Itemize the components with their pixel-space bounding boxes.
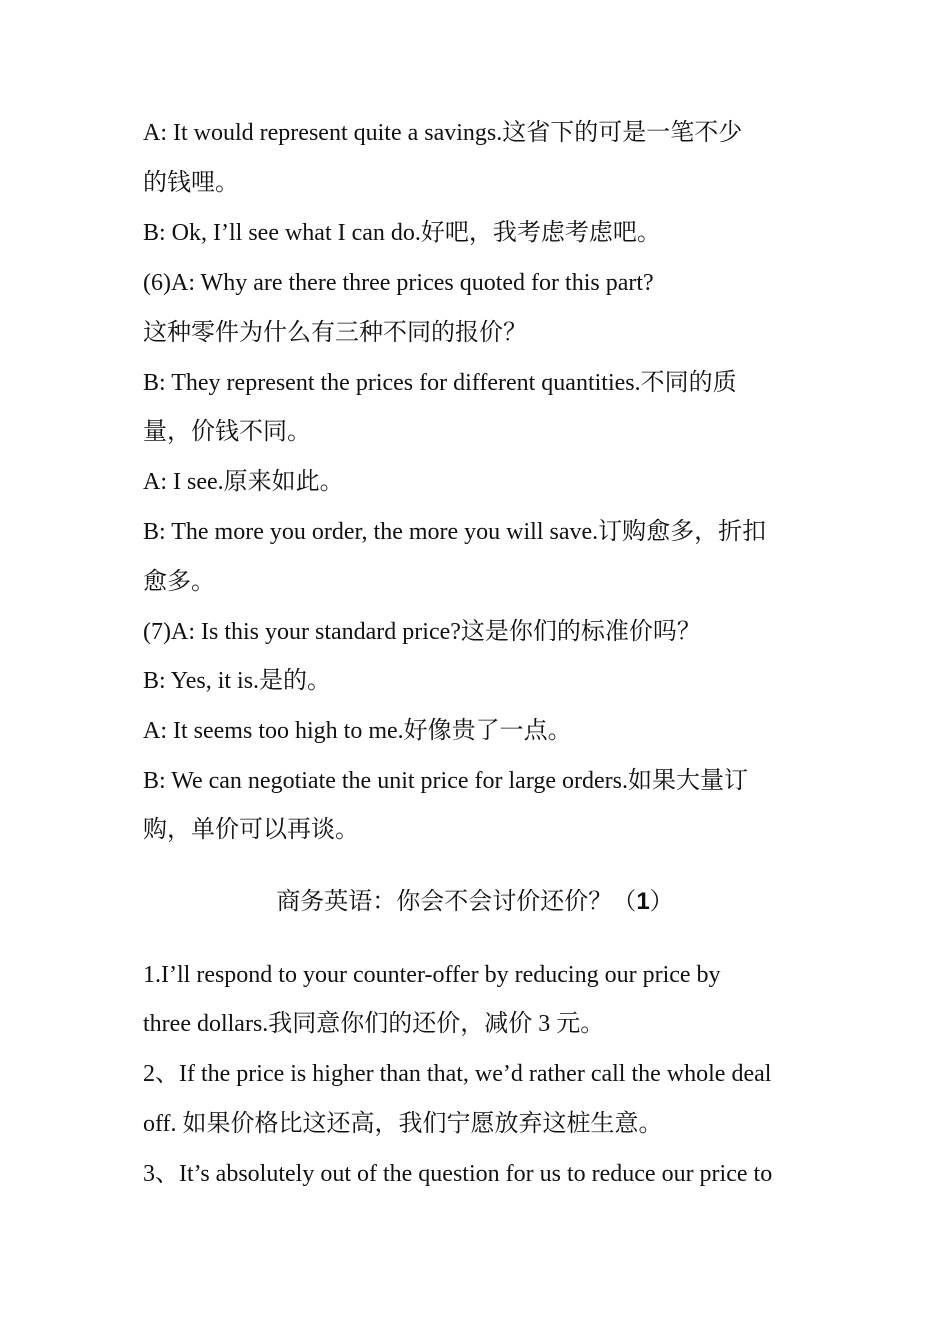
text-line: 愈多。 (143, 569, 215, 595)
section-heading-number: 1 (636, 888, 650, 915)
text-line: 3、It’s absolutely out of the question for us to reduce our price to (143, 1161, 773, 1187)
section-heading (0, 884, 950, 920)
text-line: B: Ok, I’ll see what I can do.好吧，我考虑考虑吧。 (143, 220, 661, 246)
text-line: off. 如果价格比这还高，我们宁愿放弃这桩生意。 (143, 1111, 663, 1137)
text-line: B: The more you order, the more you will save.订购愈多，折扣 (143, 519, 767, 545)
text-line: A: It would represent quite a savings.这省下的可是一笔不少 (143, 120, 743, 146)
text-line: 购，单价可以再谈。 (143, 817, 359, 843)
text-line: 这种零件为什么有三种不同的报价？ (143, 320, 527, 346)
text-line: 2、If the price is higher than that, we’d rather call the whole deal (143, 1061, 772, 1087)
text-line: B: They represent the prices for different quantities.不同的质 (143, 370, 737, 396)
text-line: A: I see.原来如此。 (143, 469, 344, 495)
text-line: (6)A: Why are there three prices quoted for this part? (143, 270, 654, 296)
text-line: 1.I’ll respond to your counter-offer by reducing our price by (143, 962, 721, 988)
text-line: B: We can negotiate the unit price for large orders.如果大量订 (143, 768, 749, 794)
text-line: (7)A: Is this your standard price?这是你们的标准价吗？ (143, 619, 701, 645)
text-line: 的钱哩。 (143, 170, 239, 196)
text-line: A: It seems too high to me.好像贵了一点。 (143, 718, 572, 744)
text-line: three dollars.我同意你们的还价，减价 3 元。 (143, 1011, 605, 1037)
text-line: 量，价钱不同。 (143, 419, 311, 445)
section-heading-close: ） (649, 889, 674, 915)
text-line: B: Yes, it is.是的。 (143, 668, 332, 694)
section-heading-text: 商务英语：你会不会讨价还价？（ (276, 889, 637, 915)
